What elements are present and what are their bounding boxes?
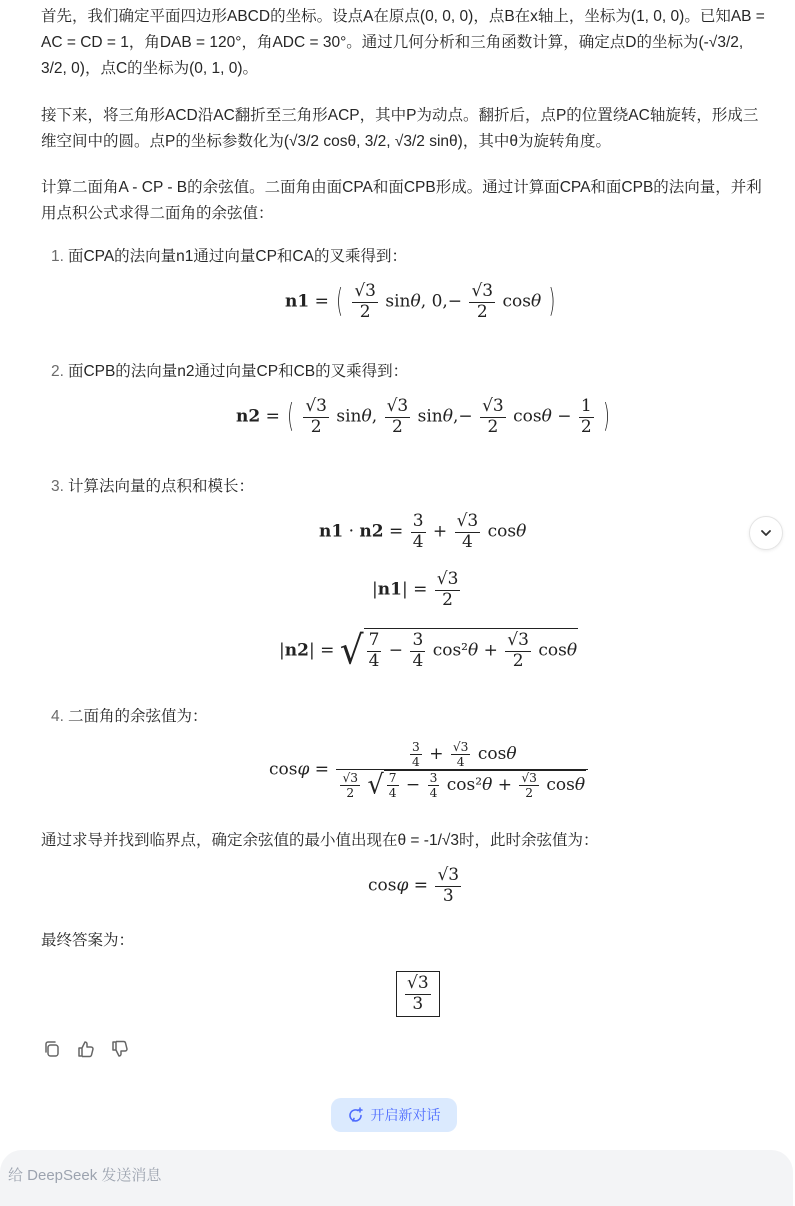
math-frac xyxy=(519,771,539,800)
text-line: 维空间中的圆。点P的坐标参数化为(√3/2 cosθ, 3/2, √3/2 sinθ)，其中θ为旋转角度。 xyxy=(41,133,611,150)
collapse-button[interactable] xyxy=(749,516,783,550)
math-symbol: 2 xyxy=(487,416,499,437)
equation-dot-product xyxy=(319,512,526,552)
step-text: 计算法向量的点积和模长： xyxy=(67,478,254,495)
math-symbol: √3 xyxy=(305,396,327,416)
math-symbol: n1 xyxy=(319,521,344,542)
step-item-4 xyxy=(51,705,207,729)
math-symbol: 4 xyxy=(388,786,397,801)
math-symbol: √3 xyxy=(436,569,459,589)
like-button[interactable] xyxy=(75,1038,97,1060)
math-frac xyxy=(428,771,440,800)
math-symbol: cos xyxy=(513,406,542,427)
text-line: 最终答案为： xyxy=(41,932,135,949)
math-symbol: √3 xyxy=(386,396,409,416)
math-symbol: √3 xyxy=(456,511,479,531)
math-symbol: = xyxy=(389,521,404,542)
math-symbol: 1 xyxy=(580,396,592,416)
text-line: AC = CD = 1，角DAB = 120°，角ADC = 30°。通过几何分析和三角函数计算，确定点D的坐标为(-√3/2, xyxy=(41,34,744,51)
math-symbol: θ xyxy=(574,775,586,796)
equation-cos-phi xyxy=(269,740,590,800)
math-symbol: n2 xyxy=(236,406,261,427)
math-frac xyxy=(410,740,422,769)
text-line: 用点积公式求得二面角的余弦值： xyxy=(41,205,274,222)
math-symbol: √3 xyxy=(354,281,376,301)
message-input[interactable] xyxy=(0,1150,793,1206)
math-symbol: cos² xyxy=(432,640,468,661)
math-symbol: √3 xyxy=(471,281,494,301)
math-symbol: | xyxy=(279,640,285,661)
math-symbol: θ xyxy=(482,775,493,796)
math-symbol: θ xyxy=(506,744,517,765)
math-symbol: cos xyxy=(269,759,298,780)
math-symbol: 2 xyxy=(525,786,534,801)
math-symbol: 3 xyxy=(411,740,420,754)
math-symbol: 2 xyxy=(442,589,453,610)
math-paren: ) xyxy=(548,283,556,322)
math-symbol: 3 xyxy=(412,993,424,1014)
math-symbol: cos² xyxy=(446,775,483,796)
math-symbol: θ xyxy=(516,521,527,542)
text-line: 接下来，将三角形ACD沿AC翻折至三角形ACP，其中P为动点。翻折后，点P的位置绕AC轴旋转，形成三 xyxy=(41,107,759,124)
math-symbol: φ xyxy=(297,759,310,780)
thumbs-up-icon xyxy=(76,1039,96,1059)
step-text: 面CPA的法向量n1通过向量CP和CA的叉乘得到： xyxy=(67,248,407,265)
math-symbol: 3 xyxy=(429,771,438,786)
step-number: 2. xyxy=(51,363,64,380)
step-text: 面CPB的法向量n2通过向量CP和CB的叉乘得到： xyxy=(67,363,409,380)
math-symbol: + xyxy=(432,521,448,542)
equation-norm-n2 xyxy=(279,627,578,674)
math-symbol: = xyxy=(320,640,335,661)
equation-cos-phi-result xyxy=(368,866,463,906)
math-frac xyxy=(352,282,378,322)
math-symbol: 2 xyxy=(512,650,524,671)
math-symbol: θ xyxy=(442,406,453,427)
step-item-3 xyxy=(51,475,254,499)
math-paren: ) xyxy=(603,398,610,437)
math-symbol: cos xyxy=(502,291,531,312)
equation-norm-n1 xyxy=(372,570,462,610)
math-frac xyxy=(435,866,461,906)
step-number: 1. xyxy=(51,248,64,265)
math-symbol: 0 xyxy=(431,291,443,312)
math-symbol: − xyxy=(405,775,421,796)
math-symbol: 4 xyxy=(368,650,380,671)
math-symbol: 4 xyxy=(412,650,424,671)
math-symbol: , xyxy=(420,291,427,312)
math-symbol: , xyxy=(371,406,378,427)
math-frac xyxy=(385,397,411,437)
math-symbol: cos xyxy=(368,875,397,896)
math-symbol: 3 xyxy=(412,511,424,531)
math-symbol: 4 xyxy=(412,531,424,552)
math-frac xyxy=(367,631,382,671)
thumbs-down-icon xyxy=(110,1039,130,1059)
boxed-answer xyxy=(396,971,440,1017)
math-frac xyxy=(451,740,471,769)
math-symbol: , xyxy=(442,291,448,312)
math-frac xyxy=(455,512,481,552)
math-symbol: + xyxy=(429,744,444,765)
step-number: 3. xyxy=(51,478,64,495)
math-symbol: θ xyxy=(531,291,542,312)
new-chat-icon xyxy=(348,1107,364,1123)
paragraph-critical-point xyxy=(41,828,791,854)
math-symbol: √3 xyxy=(452,740,469,754)
text-line: 计算二面角A - CP - B的余弦值。二面角由面CPA和面CPB形成。通过计算面CPA和面CPB的法向量，并利 xyxy=(41,179,762,196)
sqrt-sign: √ xyxy=(339,627,364,674)
math-symbol: 2 xyxy=(359,301,371,322)
math-frac xyxy=(579,397,594,437)
math-symbol: − xyxy=(388,640,404,661)
math-frac xyxy=(469,282,495,322)
step-item-1 xyxy=(51,245,407,269)
text-line: 3/2, 0)，点C的坐标为(0, 1, 0)。 xyxy=(41,60,259,77)
text-line: 首先，我们确定平面四边形ABCD的坐标。设点A在原点(0, 0, 0)，点B在x轴上，坐标为(1, 0, 0)。已知AB = xyxy=(41,8,765,25)
math-denominator xyxy=(336,770,588,800)
math-symbol: cos xyxy=(538,640,567,661)
math-numerator xyxy=(336,740,588,770)
math-symbol: √3 xyxy=(407,973,429,993)
math-symbol: 2 xyxy=(476,301,488,322)
math-frac xyxy=(303,397,329,437)
math-frac xyxy=(410,631,425,671)
math-frac xyxy=(435,570,461,610)
math-symbol: 2 xyxy=(346,786,355,801)
math-symbol: − xyxy=(458,406,473,427)
math-symbol: | xyxy=(401,579,408,600)
math-symbol: 4 xyxy=(411,755,420,770)
math-frac xyxy=(387,771,399,800)
equation-n2 xyxy=(236,397,612,437)
math-symbol: θ xyxy=(566,640,578,661)
math-symbol: 2 xyxy=(580,416,592,437)
math-symbol: cos xyxy=(477,744,507,765)
math-symbol: 4 xyxy=(461,531,473,552)
math-symbol: n2 xyxy=(284,640,309,661)
math-symbol: = xyxy=(265,406,280,427)
math-symbol: = xyxy=(314,291,329,312)
equation-n1 xyxy=(285,282,557,322)
message-actions xyxy=(41,1038,131,1060)
math-symbol: 7 xyxy=(388,771,397,786)
math-symbol: θ xyxy=(361,406,372,427)
step-text: 二面角的余弦值为： xyxy=(67,708,208,725)
math-symbol: · xyxy=(348,521,355,542)
math-symbol: 3 xyxy=(442,885,454,906)
math-symbol: , xyxy=(453,406,459,427)
text-line: 通过求导并找到临界点，确定余弦值的最小值出现在θ = -1/√3时，此时余弦值为： xyxy=(41,832,599,849)
math-symbol: θ xyxy=(410,291,421,312)
math-symbol: √3 xyxy=(521,771,537,786)
math-paren: ( xyxy=(336,283,343,322)
math-symbol: θ xyxy=(541,406,552,427)
math-frac xyxy=(505,631,531,671)
new-chat-button[interactable] xyxy=(331,1098,457,1132)
math-symbol: sin xyxy=(336,406,362,427)
math-symbol: cos xyxy=(546,775,575,796)
math-symbol: √3 xyxy=(342,771,359,786)
math-symbol: sin xyxy=(417,406,443,427)
math-symbol: θ xyxy=(467,640,479,661)
step-number: 4. xyxy=(51,708,64,725)
step-item-2 xyxy=(51,360,408,384)
paragraph-final-answer xyxy=(41,928,791,954)
math-symbol: n1 xyxy=(377,579,402,600)
math-symbol: 3 xyxy=(412,630,424,650)
math-symbol: 2 xyxy=(310,416,322,437)
dislike-button[interactable] xyxy=(109,1038,131,1060)
math-symbol: √3 xyxy=(482,396,504,416)
input-placeholder: 给 DeepSeek 发送消息 xyxy=(8,1167,162,1184)
math-symbol: | xyxy=(372,579,378,600)
chevron-down-icon xyxy=(759,526,773,540)
math-symbol: 4 xyxy=(456,755,465,770)
math-symbol: √3 xyxy=(507,630,529,650)
math-symbol: = xyxy=(314,759,330,780)
math-symbol: n1 xyxy=(285,291,310,312)
math-symbol: φ xyxy=(396,875,409,896)
math-symbol: | xyxy=(308,640,315,661)
math-symbol: + xyxy=(483,640,498,661)
math-symbol: √3 xyxy=(437,865,460,885)
math-symbol: + xyxy=(497,775,512,796)
math-symbol: = xyxy=(413,579,428,600)
math-frac xyxy=(340,771,360,800)
math-symbol: 4 xyxy=(429,786,438,801)
sqrt-sign: √ xyxy=(367,769,384,801)
math-sqrt xyxy=(384,770,586,800)
copy-icon xyxy=(42,1039,62,1059)
math-symbol: cos xyxy=(487,521,517,542)
math-paren: ( xyxy=(287,398,294,437)
math-symbol: n2 xyxy=(359,521,384,542)
math-sqrt xyxy=(364,628,579,671)
new-chat-label: 开启新对话 xyxy=(370,1107,441,1123)
math-frac-main xyxy=(336,740,588,800)
math-symbol: 2 xyxy=(391,416,403,437)
math-symbol: − xyxy=(557,406,572,427)
paragraph-folding xyxy=(41,103,791,155)
math-symbol: sin xyxy=(385,291,411,312)
paragraph-dihedral xyxy=(41,175,791,227)
paragraph-coordinates xyxy=(41,4,791,82)
math-frac xyxy=(405,974,431,1014)
math-symbol: = xyxy=(413,875,429,896)
math-frac xyxy=(480,397,506,437)
math-frac xyxy=(411,512,426,552)
copy-button[interactable] xyxy=(41,1038,63,1060)
math-symbol: 7 xyxy=(368,630,380,650)
math-symbol: − xyxy=(447,291,463,312)
